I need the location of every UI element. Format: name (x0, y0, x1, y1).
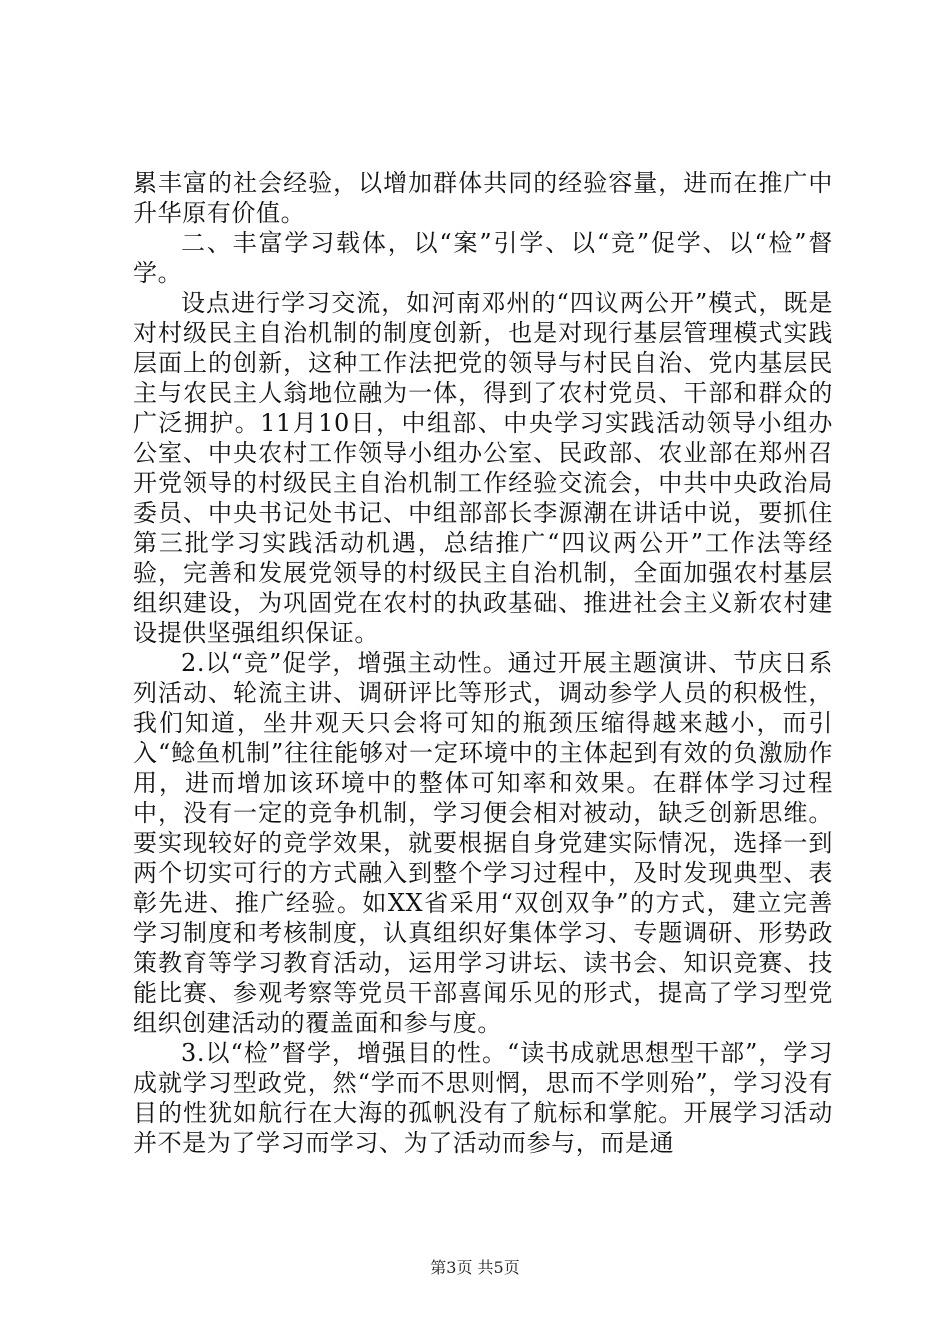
section-heading: 二、丰富学习载体，以“案”引学、以“竞”促学、以“检”督学。 (133, 229, 833, 287)
document-body (133, 168, 833, 1158)
paragraph-item-3: 3.以“检”督学，增强目的性。“读书成就思想型干部”，学习成就学习型政党，然“学而不思则惘，思而不学则殆”，学习没有目的性犹如航行在大海的孤帆没有了航标和掌舵。开展学习活动并不是为了学习而学习、为了活动而参与，而是通 (133, 1039, 833, 1157)
paragraph-item-2: 2.以“竞”促学，增强主动性。通过开展主题演讲、节庆日系列活动、轮流主讲、调研评比等形式，调动参学人员的积极性，我们知道，坐井观天只会将可知的瓶颈压缩得越来越小，而引入“鲶鱼机制”往往能够对一定环境中的主体起到有效的负激励作用，进而增加该环境中的整体可知率和效果。在群体学习过程中，没有一定的竞争机制，学习便会相对被动，缺乏创新思维。要实现较好的竞学效果，就要根据自身党建实际情况，选择一到两个切实可行的方式融入到整个学习过程中，及时发现典型、表彰先进、推广经验。如XX省采用“双创双争”的方式，建立完善学习制度和考核制度，认真组织好集体学习、专题调研、形势政策教育等学习教育活动，运用学习讲坛、读书会、知识竞赛、技能比赛、参观考察等党员干部喜闻乐见的形式，提高了学习型党组织创建活动的覆盖面和参与度。 (133, 649, 833, 1037)
paragraph-example: 设点进行学习交流，如河南邓州的“四议两公开”模式，既是对村级民主自治机制的制度创新，也是对现行基层管理模式实践层面上的创新，这种工作法把党的领导与村民自治、党内基层民主与农民主人翁地位融为一体，得到了农村党员、干部和群众的广泛拥护。11月10日，中组部、中央学习实践活动领导小组办公室、中央农村工作领导小组办公室、民政部、农业部在郑州召开党领导的村级民主自治机制工作经验交流会，中共中央政治局委员、中央书记处书记、中组部部长李源潮在讲话中说，要抓住第三批学习实践活动机遇，总结推广“四议两公开”工作法等经验，完善和发展党领导的村级民主自治机制，全面加强农村基层组织建设，为巩固党在农村的执政基础、推进社会主义新农村建设提供坚强组织保证。 (133, 289, 833, 647)
paragraph-continuation: 累丰富的社会经验，以增加群体共同的经验容量，进而在推广中升华原有价值。 (133, 169, 833, 227)
page-number-footer: 第3页 共5页 (430, 1258, 520, 1277)
